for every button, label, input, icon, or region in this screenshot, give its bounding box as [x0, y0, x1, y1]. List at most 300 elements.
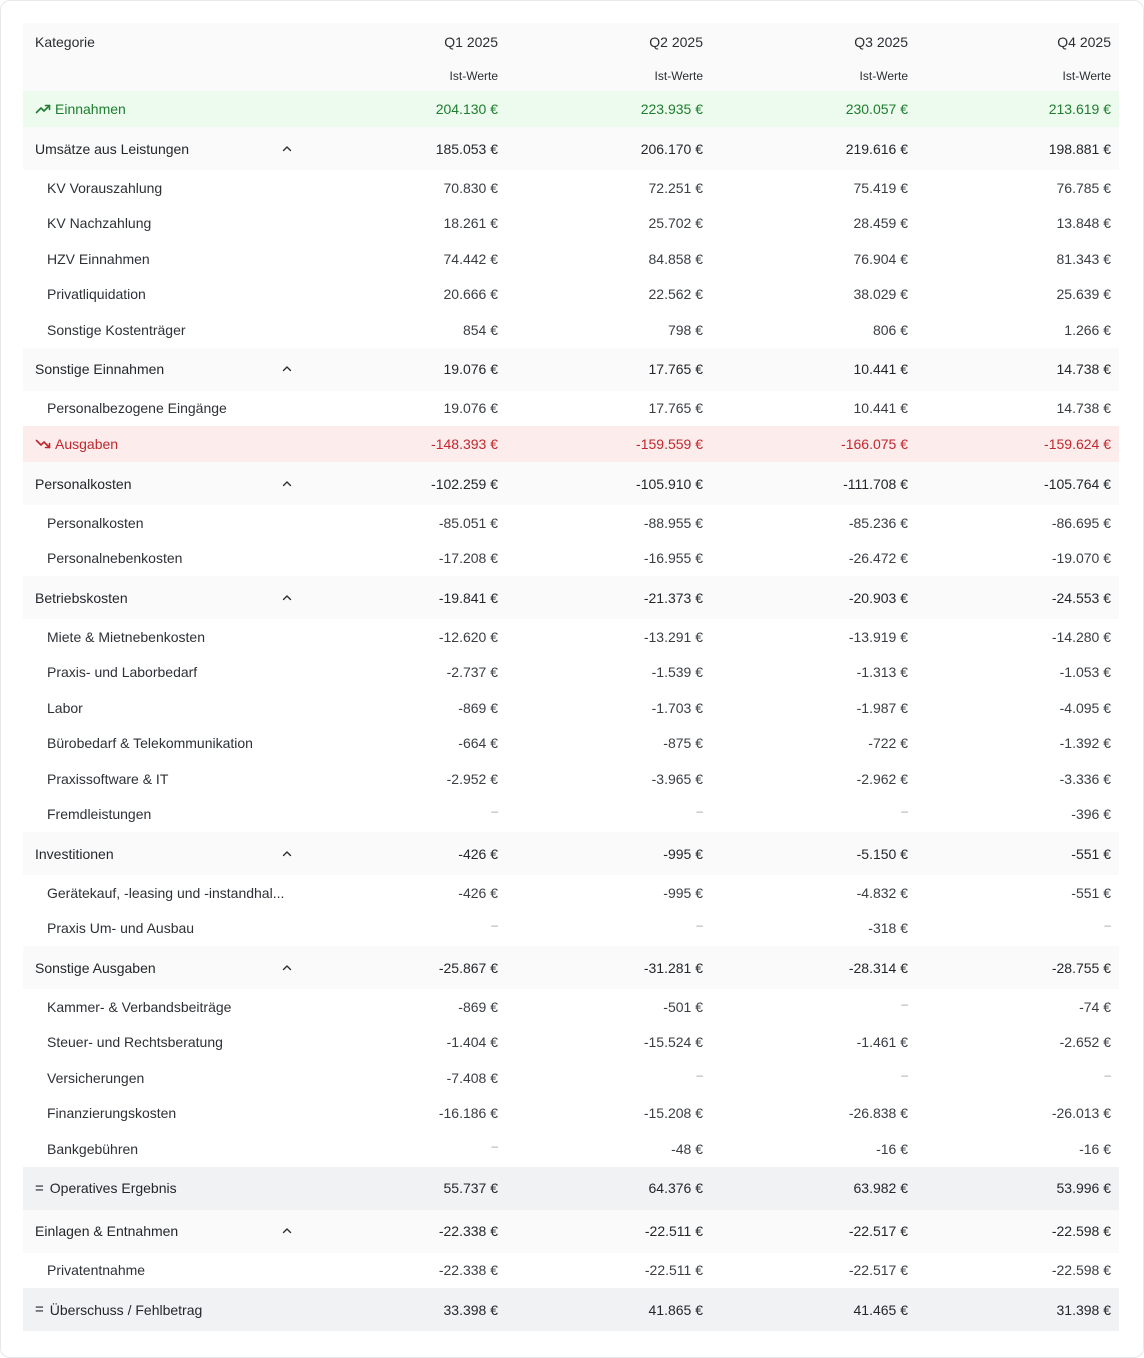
value-cell-q4 — [908, 664, 1119, 680]
value-cell-q2 — [498, 286, 703, 302]
table-row — [23, 1131, 1119, 1167]
cell-value: -2.952 € — [446, 770, 498, 787]
value-cell-q1 — [293, 101, 498, 117]
row-label-cell — [23, 550, 293, 566]
row-label: Ausgaben — [55, 436, 119, 452]
cell-value: -88.955 € — [643, 514, 703, 531]
value-cell-q3 — [703, 1034, 908, 1050]
cell-value: -17.208 € — [438, 550, 498, 567]
cell-value: -48 € — [671, 1140, 703, 1157]
chevron-up-icon[interactable] — [281, 143, 293, 155]
row-label-cell — [23, 1180, 293, 1197]
chevron-up-icon[interactable] — [281, 1225, 293, 1237]
row-label: Praxis Um- und Ausbau — [47, 920, 195, 937]
cell-value: -2.962 € — [856, 770, 908, 787]
row-label-cell — [23, 180, 293, 196]
value-cell-q3 — [703, 629, 908, 645]
cell-value: 25.702 € — [648, 215, 703, 232]
value-cell-q4 — [908, 1262, 1119, 1278]
value-cell-q3 — [703, 476, 908, 492]
value-cell-q4 — [908, 885, 1119, 901]
value-cell-q3 — [703, 515, 908, 531]
value-cell-q2 — [498, 960, 703, 976]
row-label-cell — [23, 1262, 293, 1278]
row-label: Finanzierungskosten — [47, 1105, 177, 1122]
cell-value: 33.398 € — [443, 1301, 498, 1318]
table-row — [23, 241, 1119, 277]
value-cell-q4 — [908, 361, 1119, 377]
value-cell-q1 — [293, 885, 498, 901]
table-row — [23, 690, 1119, 726]
cell-value: -15.524 € — [643, 1034, 703, 1051]
table-row — [23, 761, 1119, 797]
cell-value: -22.511 € — [644, 1223, 703, 1239]
cell-value: -28.314 € — [848, 959, 908, 976]
value-cell-q1 — [293, 180, 498, 196]
value-cell-q2 — [498, 885, 703, 901]
cell-value: 213.619 € — [1048, 101, 1111, 117]
row-label-cell — [23, 629, 293, 645]
cell-value: 806 € — [872, 321, 908, 338]
trending-up-icon — [35, 101, 55, 117]
value-cell-q3 — [703, 920, 908, 936]
value-cell-q2 — [498, 400, 703, 416]
row-label: Praxis- und Laborbedarf — [47, 664, 198, 681]
value-cell-q1 — [293, 215, 498, 231]
group-row[interactable] — [23, 832, 1119, 875]
cell-value: -2.652 € — [1059, 1034, 1111, 1051]
value-cell-q2 — [498, 1141, 703, 1157]
row-label-cell — [23, 400, 293, 416]
value-cell-q3 — [703, 846, 908, 862]
table-row — [23, 875, 1119, 911]
cell-value: -85.236 € — [848, 514, 908, 531]
value-cell-q2 — [498, 846, 703, 862]
value-cell-q1 — [293, 1302, 498, 1318]
row-label-cell — [23, 436, 293, 452]
table-row — [23, 1060, 1119, 1096]
cell-value: -19.070 € — [1051, 550, 1111, 567]
table-row — [23, 1025, 1119, 1061]
row-label: Gerätekauf, -leasing und -instandhal... — [47, 884, 285, 901]
row-label-cell — [23, 251, 293, 267]
cell-value: -159.624 € — [1044, 436, 1111, 452]
cell-value: -111.708 € — [843, 475, 908, 492]
value-cell-q3 — [703, 101, 908, 117]
cell-value: -74 € — [1079, 998, 1111, 1015]
empty-value: – — [901, 1067, 908, 1082]
value-cell-q4 — [908, 771, 1119, 787]
header-q4[interactable]: Q4 2025 — [1057, 34, 1111, 50]
cell-value: 230.057 € — [845, 101, 908, 117]
value-cell-q2 — [498, 515, 703, 531]
empty-value: – — [491, 804, 498, 819]
header-category[interactable]: Kategorie — [35, 34, 95, 50]
value-cell-q2 — [498, 361, 703, 377]
cell-value: -13.919 € — [848, 628, 908, 645]
cell-value: -22.338 € — [438, 1262, 498, 1279]
value-cell-q2 — [498, 771, 703, 787]
row-label: Sonstige Kostenträger — [47, 321, 186, 338]
value-cell-q1 — [293, 286, 498, 302]
cell-value: 19.076 € — [443, 361, 498, 377]
row-label-cell — [23, 515, 293, 531]
cell-value: 76.785 € — [1056, 179, 1111, 196]
cell-value: -26.013 € — [1051, 1105, 1111, 1122]
group-row[interactable] — [23, 946, 1119, 989]
row-label-cell — [23, 700, 293, 716]
cell-value: -3.965 € — [651, 770, 703, 787]
subheader-q4: Ist-Werte — [1062, 69, 1111, 83]
value-cell-q2 — [498, 215, 703, 231]
cell-value: 75.419 € — [853, 179, 908, 196]
value-cell-q4 — [908, 476, 1119, 492]
value-cell-q2 — [498, 590, 703, 606]
table-row — [23, 391, 1119, 427]
cell-value: -995 € — [663, 845, 703, 862]
table-row — [23, 619, 1119, 655]
cell-value: -1.313 € — [856, 664, 908, 681]
cell-value: -4.095 € — [1059, 699, 1111, 716]
cell-value: 204.130 € — [435, 101, 498, 117]
value-cell-q1 — [293, 735, 498, 751]
cell-value: -2.737 € — [446, 664, 498, 681]
table-row — [23, 989, 1119, 1025]
group-row[interactable] — [23, 348, 1119, 391]
empty-value: – — [491, 1138, 498, 1153]
cell-value: -16.955 € — [643, 550, 703, 567]
row-label: Personalkosten — [47, 514, 144, 531]
cell-value: 70.830 € — [443, 179, 498, 196]
value-cell-q2 — [498, 322, 703, 338]
cell-value: -1.392 € — [1059, 735, 1111, 752]
value-cell-q2 — [498, 141, 703, 157]
value-cell-q2 — [498, 101, 703, 117]
table-row — [23, 911, 1119, 947]
value-cell-q4 — [908, 215, 1119, 231]
row-label-cell — [23, 286, 293, 302]
value-cell-q2 — [498, 550, 703, 566]
value-cell-q4 — [908, 1223, 1119, 1239]
group-row[interactable] — [23, 127, 1119, 170]
empty-value: – — [901, 804, 908, 819]
cell-value: 18.261 € — [443, 215, 498, 232]
cell-value: -28.755 € — [1051, 959, 1111, 976]
header-q2[interactable]: Q2 2025 — [649, 34, 703, 50]
row-label: Bürobedarf & Telekommunikation — [47, 735, 253, 752]
value-cell-q3 — [703, 550, 908, 566]
value-cell-q3 — [703, 806, 908, 822]
cell-value: -102.259 € — [431, 475, 498, 492]
value-cell-q4 — [908, 141, 1119, 157]
trending-down-icon — [35, 436, 55, 452]
row-label: Operatives Ergebnis — [49, 1180, 177, 1196]
cell-value: -24.553 € — [1051, 589, 1111, 606]
value-cell-q4 — [908, 920, 1119, 936]
value-cell-q4 — [908, 101, 1119, 117]
value-cell-q1 — [293, 1070, 498, 1086]
value-cell-q1 — [293, 999, 498, 1015]
row-label-cell — [23, 590, 293, 606]
cell-value: 10.441 € — [853, 361, 908, 377]
value-cell-q4 — [908, 251, 1119, 267]
value-cell-q4 — [908, 1180, 1119, 1196]
cell-value: 17.765 € — [648, 361, 703, 377]
value-cell-q2 — [498, 1180, 703, 1196]
empty-value: – — [1104, 918, 1111, 933]
table-header-row — [23, 23, 1119, 61]
row-label-cell — [23, 960, 293, 976]
cell-value: -1.404 € — [446, 1034, 498, 1051]
table-row — [23, 277, 1119, 313]
cell-value: -22.598 € — [1051, 1262, 1111, 1279]
value-cell-q3 — [703, 436, 908, 452]
value-cell-q3 — [703, 1180, 908, 1196]
row-label-cell — [23, 885, 293, 901]
cell-value: -875 € — [663, 735, 703, 752]
row-label: Personalkosten — [35, 475, 132, 492]
cell-value: -26.838 € — [848, 1105, 908, 1122]
value-cell-q1 — [293, 700, 498, 716]
empty-value: – — [1104, 1067, 1111, 1082]
row-label: Überschuss / Fehlbetrag — [49, 1301, 203, 1318]
cell-value: -20.903 € — [848, 589, 908, 606]
cell-value: -86.695 € — [1051, 514, 1111, 531]
cell-value: 10.441 € — [853, 400, 908, 417]
row-label-cell — [23, 1070, 293, 1086]
row-label-cell — [23, 1105, 293, 1121]
group-row[interactable] — [23, 462, 1119, 505]
table-row — [23, 170, 1119, 206]
value-cell-q2 — [498, 700, 703, 716]
value-cell-q1 — [293, 1034, 498, 1050]
row-label: Versicherungen — [47, 1069, 145, 1086]
value-cell-q2 — [498, 735, 703, 751]
value-cell-q1 — [293, 806, 498, 822]
table-row — [23, 1096, 1119, 1132]
value-cell-q3 — [703, 960, 908, 976]
cell-value: -1.703 € — [651, 699, 703, 716]
cell-value: 198.881 € — [1048, 140, 1111, 157]
row-label-cell — [23, 771, 293, 787]
value-cell-q4 — [908, 550, 1119, 566]
cell-value: 185.053 € — [435, 140, 498, 157]
value-cell-q3 — [703, 590, 908, 606]
value-cell-q2 — [498, 1105, 703, 1121]
value-cell-q4 — [908, 515, 1119, 531]
row-label: KV Vorauszahlung — [47, 179, 163, 196]
value-cell-q1 — [293, 436, 498, 452]
group-row[interactable] — [23, 576, 1119, 619]
value-cell-q3 — [703, 1141, 908, 1157]
value-cell-q2 — [498, 1223, 703, 1239]
cell-value: -664 € — [458, 735, 498, 752]
row-label: KV Nachzahlung — [47, 215, 152, 232]
row-label: Miete & Mietnebenkosten — [47, 628, 205, 645]
cell-value: 17.765 € — [648, 400, 703, 417]
row-label-cell — [23, 322, 293, 338]
cell-value: 84.858 € — [648, 250, 703, 267]
cell-value: -1.461 € — [856, 1034, 908, 1051]
cell-value: -166.075 € — [841, 436, 908, 452]
row-label-cell — [23, 1223, 293, 1239]
cell-value: 14.738 € — [1056, 400, 1111, 417]
quarterly-table — [23, 23, 1119, 1331]
value-cell-q2 — [498, 1034, 703, 1050]
value-cell-q1 — [293, 476, 498, 492]
cell-value: -1.539 € — [651, 664, 703, 681]
row-label-cell — [23, 101, 293, 117]
chevron-up-icon[interactable] — [281, 592, 293, 604]
value-cell-q2 — [498, 1067, 703, 1086]
value-cell-q2 — [498, 629, 703, 645]
value-cell-q3 — [703, 1105, 908, 1121]
cell-value: -4.832 € — [856, 884, 908, 901]
value-cell-q1 — [293, 664, 498, 680]
category-row-income — [23, 91, 1119, 127]
value-cell-q1 — [293, 361, 498, 377]
cell-value: -15.208 € — [643, 1105, 703, 1122]
table-row — [23, 312, 1119, 348]
value-cell-q1 — [293, 1223, 498, 1239]
cell-value: 74.442 € — [443, 250, 498, 267]
table-row — [23, 726, 1119, 762]
group-row[interactable] — [23, 1210, 1119, 1253]
cell-value: -5.150 € — [856, 845, 908, 862]
row-label: Privatliquidation — [47, 286, 146, 303]
cell-value: -16.186 € — [438, 1105, 498, 1122]
cell-value: 14.738 € — [1056, 361, 1111, 377]
subheader-q1: Ist-Werte — [449, 69, 498, 83]
value-cell-q4 — [908, 322, 1119, 338]
cell-value: 64.376 € — [648, 1180, 703, 1196]
value-cell-q4 — [908, 846, 1119, 862]
cell-value: -722 € — [868, 735, 908, 752]
value-cell-q4 — [908, 1105, 1119, 1121]
value-cell-q4 — [908, 999, 1119, 1015]
cell-value: -1.987 € — [856, 699, 908, 716]
cell-value: 854 € — [462, 321, 498, 338]
value-cell-q3 — [703, 286, 908, 302]
value-cell-q1 — [293, 1180, 498, 1196]
cell-value: -105.764 € — [1044, 475, 1111, 492]
row-label: HZV Einnahmen — [47, 250, 150, 267]
value-cell-q1 — [293, 322, 498, 338]
value-cell-q3 — [703, 400, 908, 416]
cell-value: 28.459 € — [853, 215, 908, 232]
table-row — [23, 655, 1119, 691]
chevron-up-icon[interactable] — [281, 478, 293, 490]
value-cell-q3 — [703, 361, 908, 377]
cell-value: 1.266 € — [1064, 321, 1111, 338]
value-cell-q4 — [908, 735, 1119, 751]
value-cell-q1 — [293, 550, 498, 566]
cell-value: -22.598 € — [1051, 1223, 1111, 1239]
value-cell-q1 — [293, 960, 498, 976]
value-cell-q2 — [498, 1262, 703, 1278]
row-label-cell — [23, 476, 293, 492]
cell-value: 63.982 € — [853, 1180, 908, 1196]
row-label: Bankgebühren — [47, 1140, 139, 1157]
row-label: Personalnebenkosten — [47, 550, 183, 567]
header-q1[interactable]: Q1 2025 — [444, 34, 498, 50]
table-subheader-row — [23, 61, 1119, 91]
row-label: Betriebskosten — [35, 589, 128, 606]
cell-value: 13.848 € — [1056, 215, 1111, 232]
empty-value: – — [901, 996, 908, 1011]
value-cell-q3 — [703, 735, 908, 751]
row-label-cell — [23, 806, 293, 822]
row-label-cell — [23, 735, 293, 751]
cell-value: -396 € — [1071, 806, 1111, 823]
cell-value: 25.639 € — [1056, 286, 1111, 303]
value-cell-q4 — [908, 960, 1119, 976]
row-label: Einnahmen — [55, 101, 126, 117]
value-cell-q2 — [498, 1302, 703, 1318]
value-cell-q1 — [293, 515, 498, 531]
value-cell-q3 — [703, 885, 908, 901]
cell-value: 219.616 € — [845, 140, 908, 157]
chevron-up-icon[interactable] — [281, 848, 293, 860]
row-label: Sonstige Einnahmen — [35, 361, 165, 377]
value-cell-q4 — [908, 1067, 1119, 1086]
cell-value: -7.408 € — [446, 1069, 498, 1086]
cell-value: 20.666 € — [443, 286, 498, 303]
result-row — [23, 1167, 1119, 1210]
value-cell-q3 — [703, 215, 908, 231]
cell-value: -31.281 € — [643, 959, 703, 976]
chevron-up-icon[interactable] — [281, 962, 293, 974]
row-label-cell — [23, 664, 293, 680]
result-row — [23, 1288, 1119, 1331]
equals-icon: = — [35, 1301, 44, 1318]
cell-value: 53.996 € — [1056, 1180, 1111, 1196]
cell-value: -14.280 € — [1051, 628, 1111, 645]
cell-value: -25.867 € — [438, 959, 498, 976]
header-q3[interactable]: Q3 2025 — [854, 34, 908, 50]
table-row — [23, 797, 1119, 833]
cell-value: 223.935 € — [640, 101, 703, 117]
value-cell-q2 — [498, 251, 703, 267]
cell-value: 22.562 € — [648, 286, 703, 303]
cell-value: -85.051 € — [438, 514, 498, 531]
cell-value: -869 € — [458, 998, 498, 1015]
row-label-cell — [23, 1141, 293, 1157]
row-label: Steuer- und Rechtsberatung — [47, 1034, 223, 1051]
value-cell-q3 — [703, 251, 908, 267]
cell-value: -869 € — [458, 699, 498, 716]
value-cell-q1 — [293, 846, 498, 862]
value-cell-q4 — [908, 1034, 1119, 1050]
empty-value: – — [696, 1067, 703, 1082]
category-row-expense — [23, 426, 1119, 462]
cell-value: 76.904 € — [853, 250, 908, 267]
cell-value: 206.170 € — [640, 140, 703, 157]
cell-value: -16 € — [876, 1140, 908, 1157]
value-cell-q4 — [908, 1302, 1119, 1318]
empty-value: – — [696, 804, 703, 819]
cell-value: -1.053 € — [1059, 664, 1111, 681]
empty-value: – — [696, 918, 703, 933]
row-label-cell — [23, 361, 293, 377]
row-label: Einlagen & Entnahmen — [35, 1223, 179, 1239]
chevron-up-icon[interactable] — [281, 363, 293, 375]
row-label-cell — [23, 1301, 293, 1318]
value-cell-q1 — [293, 1262, 498, 1278]
row-label-cell — [23, 215, 293, 231]
cell-value: -148.393 € — [431, 436, 498, 452]
row-label: Labor — [47, 699, 83, 716]
